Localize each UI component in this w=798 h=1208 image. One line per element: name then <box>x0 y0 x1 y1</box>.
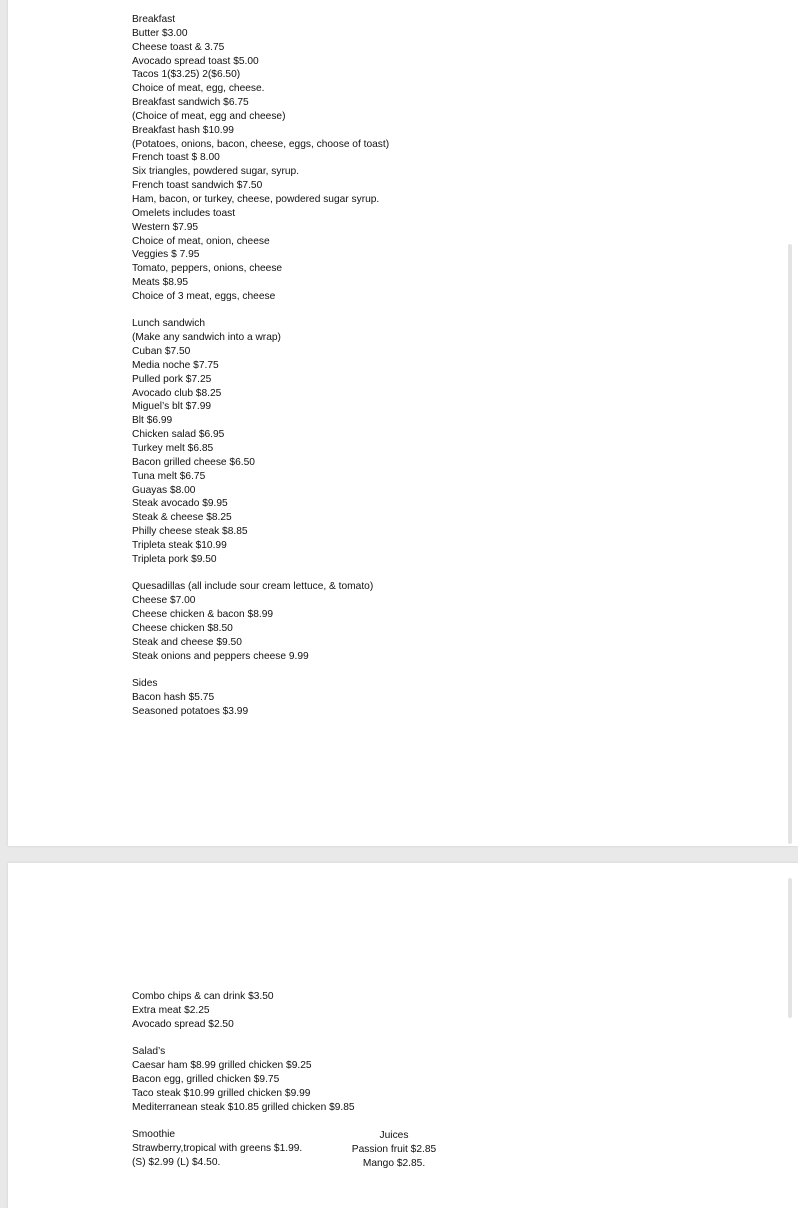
breakfast-heading: Breakfast <box>132 14 176 25</box>
salads-section <box>132 1045 355 1114</box>
menu-item-note: Choice of meat, egg, cheese. <box>132 83 265 95</box>
menu-item-note: Choice of meat, onion, cheese <box>132 235 270 247</box>
menu-item: Veggies $ 7.95 <box>132 249 200 261</box>
menu-item: Seasoned potatoes $3.99 <box>132 705 249 717</box>
scrollbar[interactable] <box>788 878 792 1018</box>
menu-item: Bacon grilled cheese $6.50 <box>132 456 255 468</box>
menu-item-note: Tomato, peppers, onions, cheese <box>132 263 283 275</box>
menu-item-note: Six triangles, powdered sugar, syrup. <box>132 166 300 178</box>
extras-section <box>132 990 355 1032</box>
menu-item: Strawberry,tropical with greens $1.99. <box>132 1142 303 1154</box>
menu-item: Passion fruit $2.85 <box>351 1143 437 1155</box>
menu-item: Miguel’s blt $7.99 <box>132 401 212 413</box>
menu-item: Cheese $7.00 <box>132 595 196 607</box>
menu-item: Tripleta steak $10.99 <box>132 539 227 551</box>
smoothie-section <box>132 1128 355 1170</box>
menu-item: Cheese chicken $8.50 <box>132 622 233 634</box>
menu-item: Turkey melt $6.85 <box>132 443 214 454</box>
page-1-content <box>132 13 389 732</box>
menu-item: French toast sandwich $7.50 <box>132 180 263 192</box>
menu-item-note: (Choice of meat, egg and cheese) <box>132 110 286 122</box>
menu-item-note: (Make any sandwich into a wrap) <box>132 332 281 344</box>
sides-section <box>132 677 389 719</box>
quesadillas-heading: Quesadillas (all include sour cream lettuce, & tomato) <box>132 581 374 593</box>
menu-page-2 <box>8 863 798 1208</box>
menu-item: Mediterranean steak $10.85 grilled chicken $9.85 <box>132 1101 355 1113</box>
juices-section <box>334 1129 454 1171</box>
menu-item: Avocado spread $2.50 <box>132 1018 234 1030</box>
lunch-section <box>132 317 389 566</box>
menu-item: Chicken salad $6.95 <box>132 429 225 441</box>
menu-item: Cuban $7.50 <box>132 346 191 358</box>
menu-item: Tripleta pork $9.50 <box>132 553 217 565</box>
menu-item: Blt $6.99 <box>132 415 173 427</box>
salads-heading: Salad’s <box>132 1046 166 1058</box>
smoothie-heading: Smoothie <box>132 1129 176 1141</box>
menu-item: Meats $8.95 <box>132 277 189 289</box>
breakfast-section <box>132 13 389 304</box>
menu-item: Caesar ham $8.99 grilled chicken $9.25 <box>132 1060 312 1072</box>
menu-item: Bacon egg, grilled chicken $9.75 <box>132 1073 280 1085</box>
menu-item: Cheese toast & 3.75 <box>132 41 225 53</box>
menu-item: Philly cheese steak $8.85 <box>132 526 248 538</box>
menu-item: French toast $ 8.00 <box>132 152 220 164</box>
menu-item: Cheese chicken & bacon $8.99 <box>132 608 274 620</box>
menu-item: Bacon hash $5.75 <box>132 691 215 703</box>
scrollbar[interactable] <box>788 244 792 844</box>
menu-item-note: Choice of 3 meat, eggs, cheese <box>132 290 276 302</box>
menu-item: Steak onions and peppers cheese 9.99 <box>132 650 309 662</box>
menu-item: Media noche $7.75 <box>132 359 219 371</box>
menu-item: Extra meat $2.25 <box>132 1004 210 1016</box>
page-2-content <box>132 990 355 1183</box>
menu-page-1 <box>8 0 798 846</box>
menu-item: Butter $3.00 <box>132 27 188 39</box>
menu-item: Tacos 1($3.25) 2($6.50) <box>132 69 241 81</box>
omelets-subheading: Omelets includes toast <box>132 207 236 219</box>
menu-item: Avocado spread toast $5.00 <box>132 55 259 67</box>
menu-item: Taco steak $10.99 grilled chicken $9.99 <box>132 1087 311 1099</box>
menu-item: Western $7.95 <box>132 221 199 233</box>
menu-item: Tuna melt $6.75 <box>132 470 206 482</box>
sides-heading: Sides <box>132 678 158 690</box>
menu-item: Avocado club $8.25 <box>132 387 222 399</box>
menu-item: Mango $2.85. <box>362 1157 426 1169</box>
menu-item: Breakfast hash $10.99 <box>132 124 234 136</box>
menu-item: Combo chips & can drink $3.50 <box>132 991 274 1002</box>
juices-heading: Juices <box>379 1130 409 1141</box>
menu-item: Steak & cheese $8.25 <box>132 512 232 524</box>
quesadillas-section <box>132 580 389 663</box>
menu-item-note: Ham, bacon, or turkey, cheese, powdered sugar syrup. <box>132 193 380 205</box>
menu-item: Steak avocado $9.95 <box>132 498 228 510</box>
menu-item: Guayas $8.00 <box>132 484 196 496</box>
lunch-heading: Lunch sandwich <box>132 318 206 330</box>
menu-item: Steak and cheese $9.50 <box>132 636 242 648</box>
menu-item-note: (Potatoes, onions, bacon, cheese, eggs, choose of toast) <box>132 138 390 150</box>
menu-item: Breakfast sandwich $6.75 <box>132 97 249 109</box>
menu-item: (S) $2.99 (L) $4.50. <box>132 1156 221 1168</box>
menu-item: Pulled pork $7.25 <box>132 373 212 385</box>
